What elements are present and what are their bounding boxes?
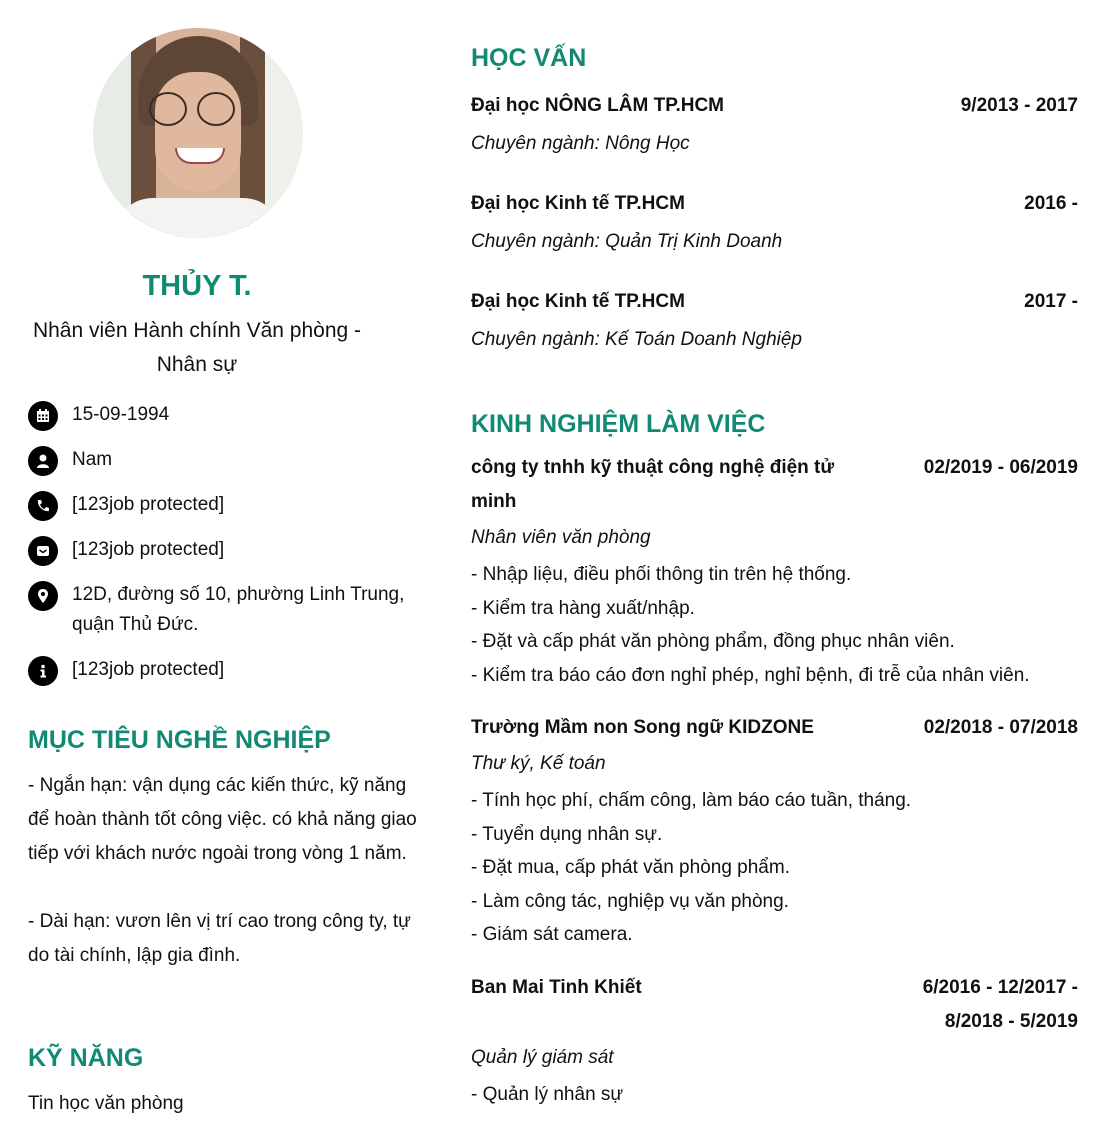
education-major: Chuyên ngành: Kế Toán Doanh Nghiệp — [471, 329, 802, 350]
contact-info — [28, 400, 418, 700]
skills-section — [28, 1044, 418, 1121]
company-name: công ty tnhh kỹ thuật công nghệ điện tử minh — [471, 457, 835, 512]
info-icon — [28, 656, 58, 686]
education-item — [471, 285, 1078, 357]
info-phone: [123job protected] — [28, 490, 418, 520]
section-title-education: HỌC VẤN — [471, 44, 587, 72]
school-name: Đại học NÔNG LÂM TP.HCM — [471, 95, 724, 116]
experience-bullets: - Nhập liệu, điều phối thông tin trên hệ thống. - Kiểm tra hàng xuất/nhập. - Đặt và cấp phát văn phòng phẩm, đồng phục nhân viên. - Kiểm tra báo cáo đơn nghỉ phép, nghỉ bệnh, đi trễ của nhân viên. — [471, 564, 1030, 686]
experience-date: 02/2018 - 07/2018 — [923, 717, 1078, 738]
experience-item — [471, 971, 1078, 1112]
objective-section — [28, 726, 418, 973]
education-date: 2017 - — [1024, 291, 1078, 312]
experience-date: 02/2019 - 06/2019 — [923, 457, 1078, 478]
experience-section — [471, 410, 1078, 1111]
phone-icon — [28, 491, 58, 521]
location-icon — [28, 581, 58, 611]
info-birthday: 15-09-1994 — [28, 400, 418, 430]
info-other: [123job protected] — [28, 655, 418, 685]
company-name: Ban Mai Tinh Khiết — [471, 976, 642, 998]
info-gender: Nam — [28, 445, 418, 475]
experience-bullets: - Tính học phí, chấm công, làm báo cáo tuần, tháng. - Tuyển dụng nhân sự. - Đặt mua, cấp phát văn phòng phẩm. - Làm công tác, nghiệp vụ văn phòng. - Giám sát camera. — [471, 790, 912, 945]
objective-short-term: - Ngắn hạn: vận dụng các kiến thức, kỹ năng để hoàn thành tốt công việc. có khả năng giao tiếp với khách nước ngoài trong vòng 1 năm. — [28, 775, 417, 864]
email-icon — [28, 536, 58, 566]
calendar-icon — [28, 401, 58, 431]
section-title-experience: KINH NGHIỆM LÀM VIỆC — [471, 410, 766, 438]
info-address: 12D, đường số 10, phường Linh Trung, quận Thủ Đức. — [28, 580, 418, 640]
avatar — [93, 28, 303, 238]
experience-role: Quản lý giám sát — [471, 1046, 614, 1068]
school-name: Đại học Kinh tế TP.HCM — [471, 193, 685, 214]
user-icon — [28, 446, 58, 476]
section-title-skills: KỸ NĂNG — [28, 1044, 144, 1072]
experience-role: Nhân viên văn phòng — [471, 527, 651, 548]
education-section — [471, 44, 1078, 357]
education-date: 2016 - — [1024, 193, 1078, 214]
school-name: Đại học Kinh tế TP.HCM — [471, 291, 685, 312]
education-major: Chuyên ngành: Quản Trị Kinh Doanh — [471, 231, 783, 252]
education-item — [471, 89, 1078, 161]
company-name: Trường Mầm non Song ngữ KIDZONE — [471, 717, 814, 738]
info-email: [123job protected] — [28, 535, 418, 565]
section-title-objective: MỤC TIÊU NGHỀ NGHIỆP — [28, 726, 331, 754]
objective-long-term: - Dài hạn: vươn lên vị trí cao trong công ty, tự do tài chính, lập gia đình. — [28, 911, 411, 966]
education-item — [471, 187, 1078, 259]
experience-item — [471, 711, 1078, 952]
education-date: 9/2013 - 2017 — [960, 95, 1078, 116]
candidate-name: THỦY T. — [142, 270, 252, 302]
skill-item: Tin học văn phòng — [28, 1093, 184, 1114]
education-major: Chuyên ngành: Nông Học — [471, 133, 690, 154]
experience-item — [471, 451, 1078, 692]
candidate-title: Nhân viên Hành chính Văn phòng - Nhân sự — [32, 319, 362, 376]
experience-role: Thư ký, Kế toán — [471, 753, 606, 774]
experience-date: 6/2016 - 12/2017 - 8/2018 - 5/2019 — [922, 976, 1078, 1032]
experience-bullets: - Quản lý nhân sự — [471, 1083, 624, 1105]
